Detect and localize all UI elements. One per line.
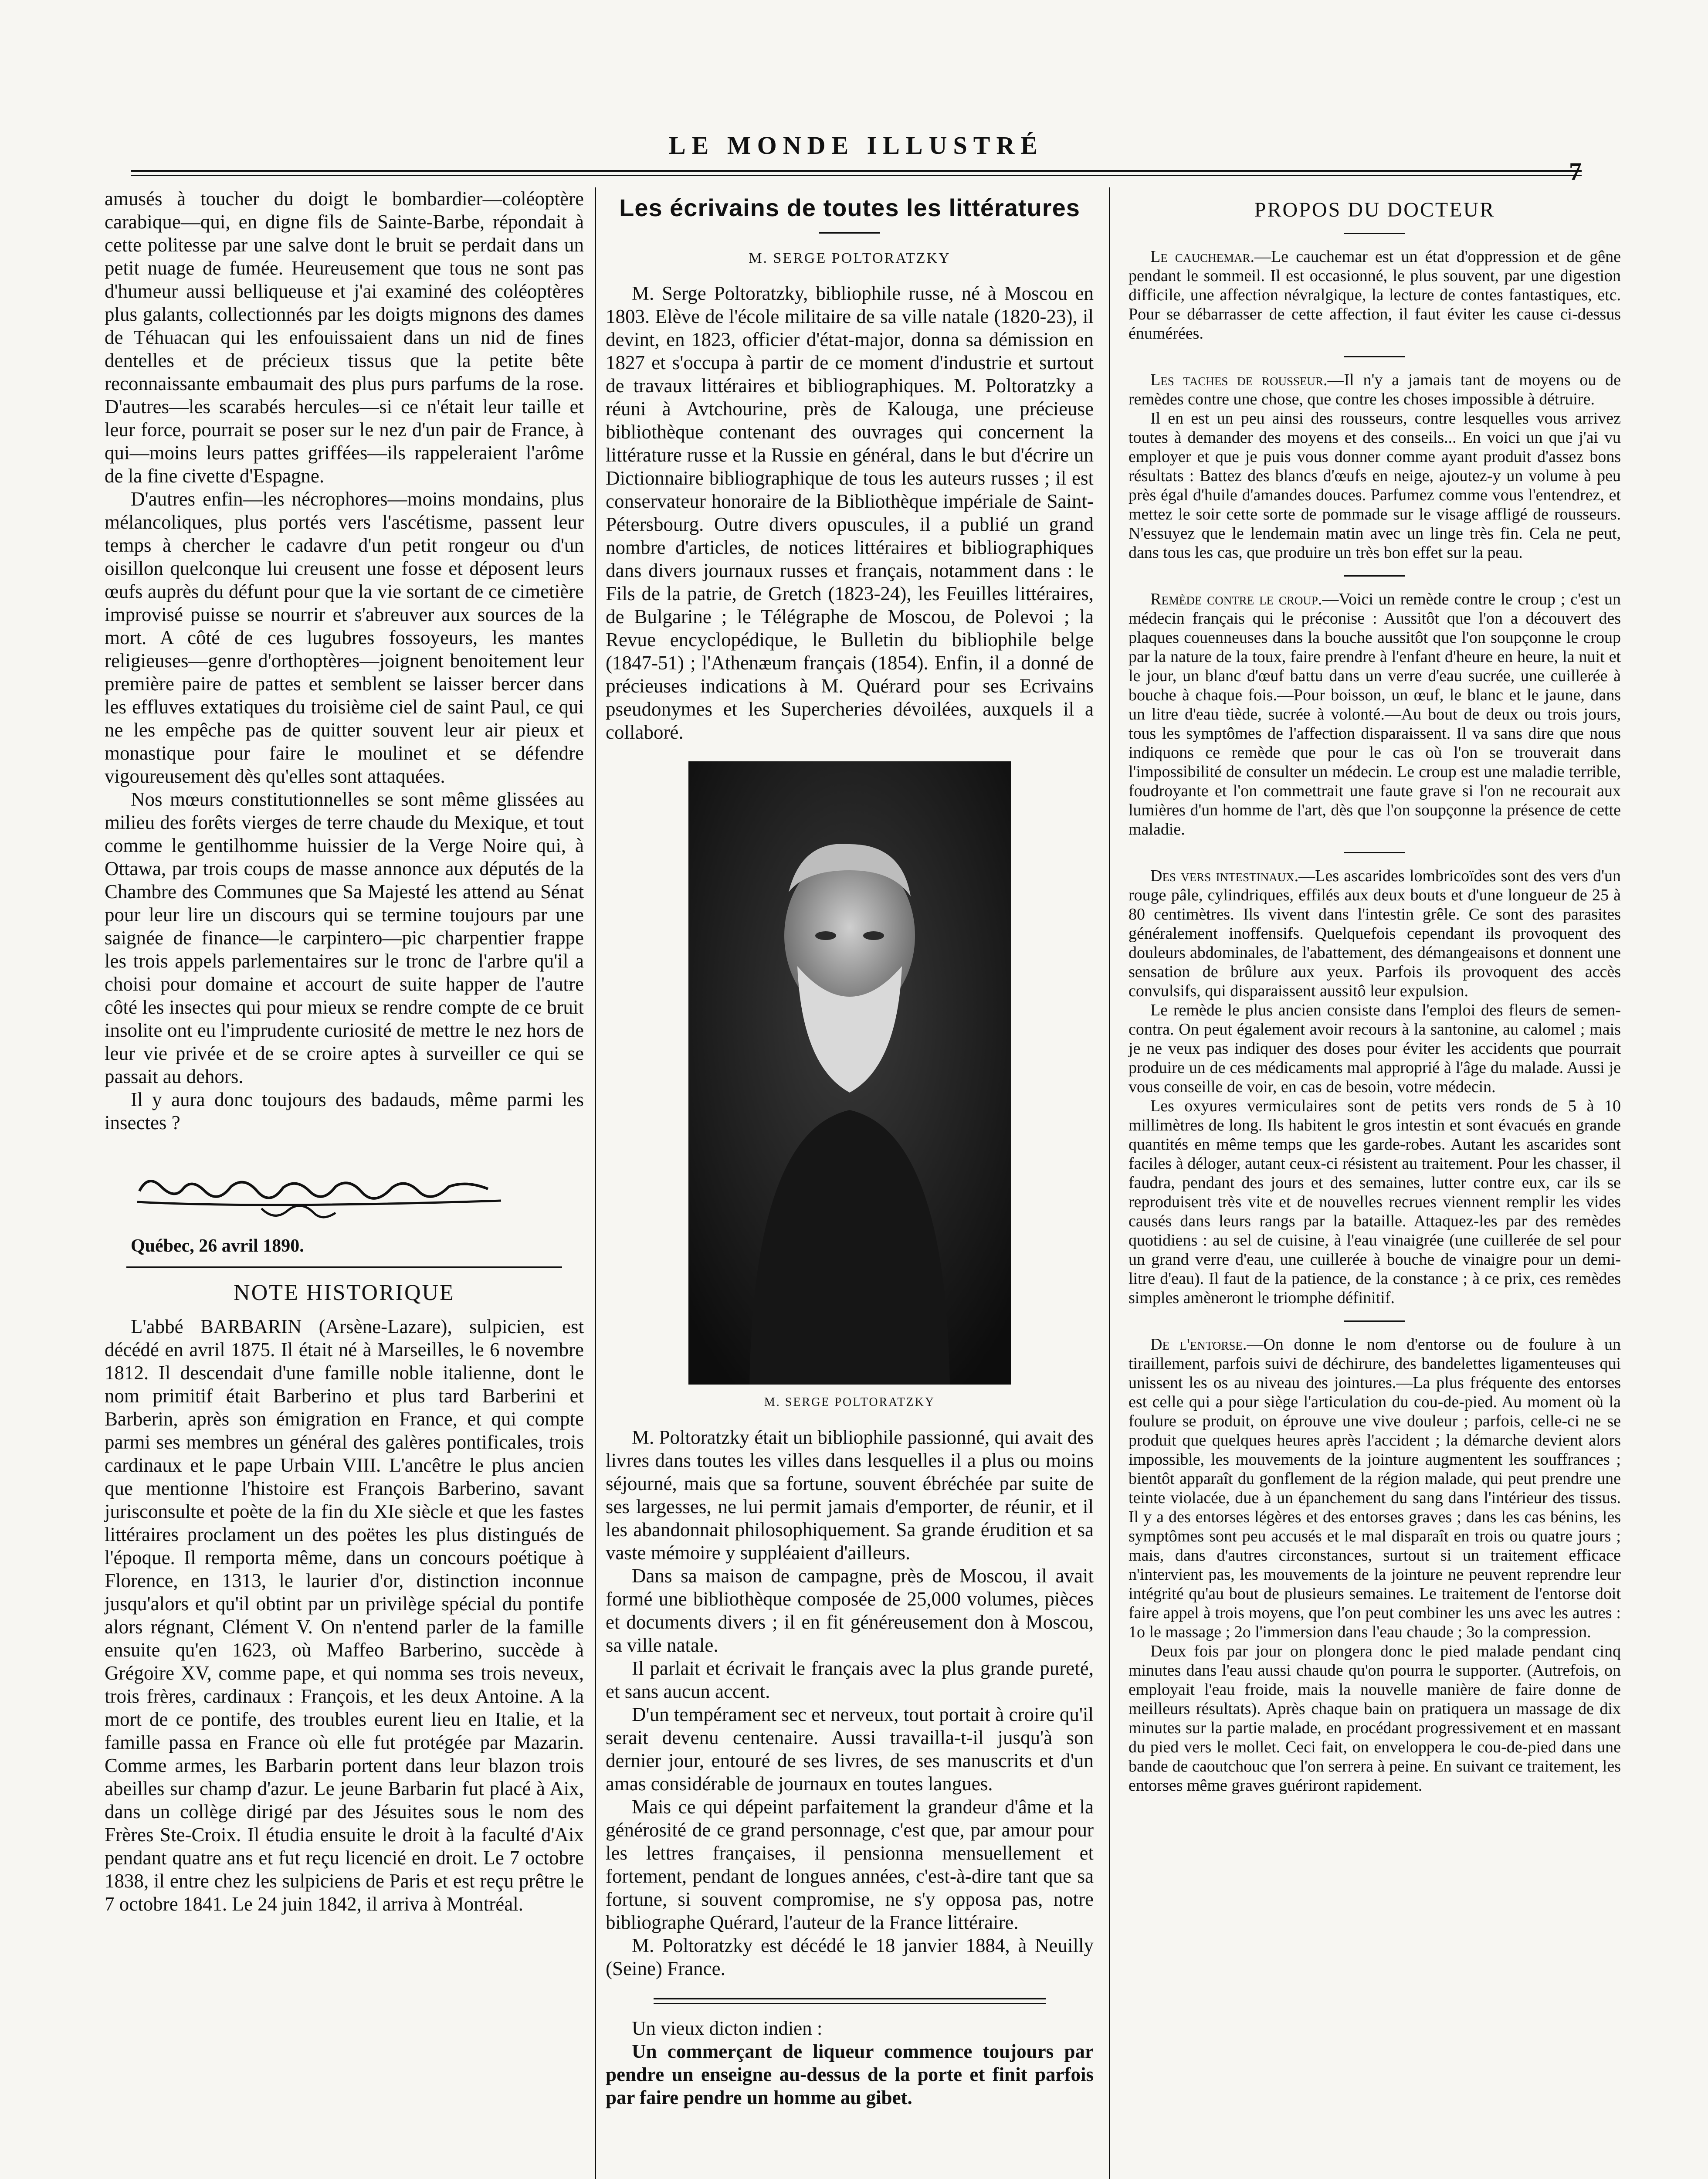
section-paragraph: Il en est un peu ainsi des rousseurs, contre lesquelles vous arrivez toutes à demander des moyens et des conseils... En voici un que j'ai vu employer et que je puis vous donner comme ayant produit d'assez bons résultats : Battez des blancs d'œufs en neige, ajoutez-y un volume à peu près égal d'huile d'amandes douces. Parfumez comme vous l'entendrez, et mettez le soir cette sorte de pommade sur le visage affligé de rousseurs. N'essuyez que le lendemain matin avec un linge très fin. Cela ne peut, dans tous les cas, que produire un très bon effet sur la peau.: [1128, 409, 1621, 562]
column-left: [105, 187, 584, 1916]
article-paragraph: Il parlait et écrivait le français avec la plus grande pureté, et sans aucun accent.: [606, 1657, 1094, 1702]
column-middle: [606, 187, 1094, 2109]
dicton-text: Un commerçant de liqueur commence toujours par pendre un enseigne au-dessus de la porte et finit parfois par faire pendre un homme au gibet.: [606, 2040, 1094, 2108]
section-paragraph: Les taches de rousseur.—Il n'y a jamais tant de moyens ou de remèdes contre une chose, que contre les choses impossible à détruire.: [1128, 371, 1621, 408]
article-title: Les écrivains de toutes les littératures: [619, 194, 1080, 221]
article-paragraph: Dans sa maison de campagne, près de Moscou, il avait formé une bibliothèque composée de 25,000 volumes, pièces et documents divers ; il en fit généreusement don à Moscou, sa ville natale.: [606, 1565, 1094, 1656]
section-heading: Les taches de rousseur.: [1150, 371, 1328, 389]
portrait-image: [688, 761, 1011, 1385]
section-rule: [654, 1998, 1046, 2004]
section-paragraph: Les oxyures vermiculaires sont de petits vers ronds de 5 à 10 millimètres de long. Ils habitent le gros intestin et sont évacués en grande quantités en même temps que les garde-robes. Autant les ascarides sont faciles à déloger, autant ceux-ci résistent au traitement. Pour les chasser, il faudra, pendant des jours et des semaines, lutter contre eux, car ils se reproduisent très vite et de nouvelles recrues viennent remplir les vides causés dans leurs rangs par la bataille. Attaquez-les par des remèdes quotidiens : au sel de cuisine, à l'eau vinaigrée (une cuillerée de sel pour un grand verre d'eau, une cuillerée à bouche de vinaigre pour un demi-litre d'eau). Il faut de la patience, de la constance ; à ce prix, ces remèdes simples amèneront le triomphe définitif.: [1128, 1097, 1621, 1307]
section-rule: [1344, 1320, 1405, 1322]
section-paragraph: De l'entorse.—On donne le nom d'entorse ou de foulure à un tiraillement, parfois suivi de déchirure, des bandelettes ligamenteuses qui unissent les os au niveau des jointures.—La plus fréquente des entorses est celle qui a pour siège l'articulation du cou-de-pied. Au moment où la foulure se produit, on éprouve une vive douleur ; parfois, celle-ci ne se produit que quelques heures après l'accident ; la démarche devient alors impossible, les mouvements de la jointure augmentent les souffrances ; bientôt apparaît du gonflement de la région malade, qui peut prendre une teinte violacée, due à un épanchement du sang dans l'intérieur des tissus. Il y a des entorses légères et des entorses graves ; dans les cas bénins, les symptômes sont peu accusés et le mal disparaît en trois ou quatre jours ; mais, dans d'autres circonstances, surtout si un traitement efficace n'intervient pas, les mouvements de la jointure ne peuvent reprendre leur intégrité qu'au bout de plusieurs semaines. Le traitement de l'entorse doit faire appel à trois moyens, que l'on peut combiner les uns avec les autres : 1o le massage ; 2o l'immersion dans l'eau chaude ; 3o la compression.: [1128, 1335, 1621, 1641]
dicton-title: Un vieux dicton indien :: [632, 2017, 823, 2039]
section-heading: Des vers intestinaux.: [1150, 867, 1299, 885]
article-paragraph: Nos mœurs constitutionnelles se sont même glissées au milieu des forêts vierges de terre chaude du Mexique, et tout comme le gentilhomme huissier de la Verge Noire qui, à Ottawa, par trois coups de masse annonce aux députés de la Chambre des Communes que Sa Majesté les attend au Sénat pour leur lire un discours qui se termine toujours par une saignée de finance—le carpintero—pic charpentier frappe les trois appels parlementaires sur le tronc de l'arbre qu'il a choisi pour domaine et accourt de suite happer de l'autre côté les insectes qui pour mieux se rendre compte de ce bruit insolite ont eu l'imprudente curiosité de mettre le nez hors de leur vie privée et de se croire aptes à surveiller ce qui se passait au dehors.: [105, 788, 584, 1087]
article-paragraph: Il y aura donc toujours des badauds, même parmi les insectes ?: [105, 1089, 584, 1134]
article-paragraph: M. Poltoratzky était un bibliophile passionné, qui avait des livres dans toutes les villes dans lesquelles il a plus ou moins séjourné, mais que sa fortune, souvent ébréchée par suite de ses largesses, ne lui permit jamais d'emporter, de réunir, et il les abandonnait philosophiquement. Sa grande érudition et sa vaste mémoire y suppléaient d'ailleurs.: [606, 1426, 1094, 1564]
note-historique-title: NOTE HISTORIQUE: [234, 1280, 455, 1305]
section-rule: [1344, 575, 1405, 577]
page-number: 7: [1569, 157, 1582, 186]
signature-image: [131, 1161, 523, 1226]
header-rule-top: [131, 170, 1582, 172]
article-paragraph: Mais ce qui dépeint parfaitement la grandeur d'âme et la générosité de ce grand personnage, c'est que, par amour pour les lettres françaises, il pensionna mensuellement et fortement, pendant de longues années, c'est-à-dire tant que sa fortune, si souvent compromise, ne s'y opposa pas, notre bibliographe Quérard, l'auteur de la France littéraire.: [606, 1796, 1094, 1933]
article-subtitle: M. SERGE POLTORATZKY: [749, 250, 951, 266]
title-rule: [819, 232, 880, 234]
portrait-figure: [606, 761, 1094, 1385]
section-rule: [126, 1266, 562, 1268]
section-heading: Le cauchemar.: [1150, 248, 1254, 266]
header-rule-bottom: [131, 175, 1582, 176]
signature: [131, 1161, 584, 1226]
section-paragraph: Remède contre le croup.—Voici un remède contre le croup ; c'est un médecin français qui le préconise : Aussitôt que l'on a découvert des plaques couenneuses dans la bouche aussitôt que l'on soupçonne le croup par la nature de la toux, faire prendre à l'enfant d'heure en heure, la nuit et le jour, un blanc d'œuf battu dans un verre d'eau sucrée, une cuillerée à bouche à chaque fois.—Pour boisson, un œuf, le blanc et le jaune, dans un litre d'eau tiède, sucrée à volonté.—Au bout de deux ou trois jours, tous les symptômes de l'affection disparaissent. Il va sans dire que nous indiquons ce remède que pour le cas où l'on se trouverait dans l'impossibilité de consulter un médecin. Le croup est une maladie terrible, foudroyante et l'on commettrait une faute grave si l'on ne recourait aux lumières d'un homme de l'art, dès que l'on soupçonne la présence de cette maladie.: [1128, 590, 1621, 838]
section-rule: [1344, 356, 1405, 357]
column-rule-2: [1109, 187, 1110, 2179]
section-heading: Remède contre le croup.: [1150, 590, 1322, 608]
article-paragraph: amusés à toucher du doigt le bombardier—coléoptère carabique—qui, en digne fils de Sainte-Barbe, répondait à cette politesse par une salve dont le bruit se perdait dans un petit nuage de fumée. Heureusement que tous ne sont pas d'humeur aussi belliqueuse et j'ai examiné des coléoptères plus galants, collectionnés par les doigts mignons des dames de Téhuacan qui les enfouissaient dans un nid de fines dentelles et de précieux tissus que la petite bête reconnaissante embaumait des plus purs parfums de la rose. D'autres—les scarabés hercules—si ce n'était leur taille et leur force, pourrait se poser sur le nez d'un pair de France, à qui—moins leurs pattes griffées—ils rappeleraient l'arôme de la fine civette d'Espagne.: [105, 188, 584, 487]
section-paragraph: Le cauchemar.—Le cauchemar est un état d'oppression et de gêne pendant le sommeil. Il est occasionné, le plus souvent, par une digestion difficile, une affection névralgique, la lecture de contes fantastiques, etc. Pour se débarrasser de cette affection, il faut éviter les cause ci-dessus énumérées.: [1128, 248, 1621, 343]
article-paragraph: M. Poltoratzky est décédé le 18 janvier 1884, à Neuilly (Seine) France.: [606, 1935, 1094, 1979]
article-paragraph: D'autres enfin—les nécrophores—moins mondains, plus mélancoliques, plus portés vers l'ascétisme, passent leur temps à chercher le cadavre d'un petit rongeur ou d'un oisillon quelconque lui creusent une fosse et déposent leurs œufs auprès du défunt pour que la vie sortant de ce cimetière improvisé puisse se nourrir et s'abreuver aux sources de la mort. A côté de ces lugubres fossoyeurs, les mantes religieuses—genre d'orthoptères—joignent benoitement leur première paire de pattes et semblent se laisser bercer dans les effluves extatiques du troisième ciel de saint Paul, ce qui ne les empêche pas de quitter souvent leur air pieux et monastique pour faire le moulinet et se défendre vigoureusement dès qu'elles sont attaquées.: [105, 488, 584, 787]
column-right: [1128, 187, 1621, 1795]
article-paragraph: D'un tempérament sec et nerveux, tout portait à croire qu'il serait devenu centenaire. Aussi travailla-t-il jusqu'à son dernier jour, entouré de ses livres, de ses manuscrits et d'un amas considérable de journaux en toutes langues.: [606, 1704, 1094, 1795]
section-paragraph: Deux fois par jour on plongera donc le pied malade pendant cinq minutes dans l'eau aussi chaude qu'on pourra le supporter. (Autrefois, on employait l'eau froide, mais la nouvelle manière de faire donne de meilleurs résultats). Après chaque bain on pratiquera un massage de dix minutes sur la partie malade, en procédant progressivement et en massant du pied vers le mollet. Ceci fait, on enveloppera le cou-de-pied dans une bande de caoutchouc que l'on serrera à peine. En suivant ce traitement, les entorses même graves guériront rapidement.: [1128, 1642, 1621, 1795]
article-paragraph: L'abbé BARBARIN (Arsène-Lazare), sulpicien, est décédé en avril 1875. Il était né à Marseilles, le 6 novembre 1812. Il descendait d'une famille noble italienne, dont le nom primitif était Barberino et plus tard Barberini et Barberin, après son émigration en France, et qui compte parmi ses membres un général des galères pontificales, trois cardinaux et le pape Urbain VIII. L'ancêtre le plus ancien que mentionne l'histoire est François Barberino, savant jurisconsulte et poète de la fin du XIe siècle et que les fastes littéraires proclament un des poëtes les plus distingués de l'époque. Il remporta même, dans un concours poétique à Florence, en 1313, le laurier d'or, distinction inconnue jusqu'alors et qu'il obtint par un privilège spécial du pontife alors régnant, Clément V. On n'entend parler de la famille ensuite qu'en 1623, où Maffeo Barberino, succède à Grégoire XV, comme pape, et qui nomma ses trois neveux, trois frères, cardinaux : François, et les deux Antoine. A la mort de ce pontife, des troubles eurent lieu en Italie, et la famille passa en France où elle fut protégée par Mazarin. Comme armes, les Barbarin portent dans leur blazon trois abeilles sur champ d'azur. Le jeune Barbarin fut placé à Aix, dans un collège dirigé par des Jésuites sous le nom des Frères Ste-Croix. Il étudia ensuite le droit à la faculté d'Aix pendant quatre ans et fut reçu licencié en droit. Le 7 octobre 1838, il entre chez les sulpiciens de Paris et est reçu prêtre le 7 octobre 1841. Le 24 juin 1842, il arriva à Montréal.: [105, 1316, 584, 1915]
section-heading: De l'entorse.: [1150, 1335, 1247, 1354]
section-rule: [1344, 852, 1405, 853]
section-paragraph: Le remède le plus ancien consiste dans l'emploi des fleurs de semen-contra. On peut également avoir recours à la santonine, au calomel ; mais je ne veux pas indiquer des doses pour éviter les accidents que pourrait produire un de ces médicaments mal approprié à l'âge du malade. Aussi je vous conseille de voir, en cas de besoin, votre médecin.: [1128, 1001, 1621, 1096]
dateline: Québec, 26 avril 1890.: [131, 1236, 304, 1256]
masthead: LE MONDE ILLUSTRÉ: [668, 131, 1044, 160]
title-rule: [1344, 233, 1405, 234]
portrait-caption: M. SERGE POLTORATZKY: [764, 1395, 935, 1409]
propos-title: PROPOS DU DOCTEUR: [1254, 198, 1495, 221]
article-paragraph: M. Serge Poltoratzky, bibliophile russe, né à Moscou en 1803. Elève de l'école militaire de sa ville natale (1820-23), il devint, en 1823, officier d'état-major, donna sa démission en 1827 et s'occupa à partir de ce moment d'industrie et surtout de travaux littéraires et bibliographiques. M. Poltoratzky a réuni à Avtchourine, près de Kalouga, une précieuse bibliothèque contenant des ouvrages qui concernent la littérature russe et la Russie en général, dans le but d'écrire un Dictionnaire bibliographique de tous les auteurs russes ; il est conservateur honoraire de la Bibliothèque impériale de Saint-Pétersbourg. Outre divers opuscules, il a publié un grand nombre d'articles, de notices littéraires et bibliographiques dans divers journaux russes et français, notamment dans : le Fils de la patrie, de Gretch (1823-24), les Feuilles littéraires, de Bulgarine ; le Télégraphe de Moscou, de Polevoi ; la Revue encyclopédique, le Bulletin du bibliophile belge (1847-51) ; l'Athenæum français (1854). Enfin, il a donné de précieuses indications à M. Quérard pour ses Ecrivains pseudonymes et les Supercheries dévoilées, auxquels il a collaboré.: [606, 282, 1094, 743]
column-rule-1: [595, 187, 596, 2179]
section-paragraph: Des vers intestinaux.—Les ascarides lombricoïdes sont des vers d'un rouge pâle, cylindriques, effilés aux deux bouts et d'une longueur de 25 à 80 centimètres. Ils vivent dans l'intestin grêle. Ce sont des parasites généralement inoffensifs. Quelquefois cependant ils provoquent des douleurs abdominales, de l'abattement, des démangeaisons et donnent une sensation de brûlure aux yeux. Parfois ils provoquent des accès convulsifs, qui disparaissent aussitô leur expulsion.: [1128, 867, 1621, 1000]
